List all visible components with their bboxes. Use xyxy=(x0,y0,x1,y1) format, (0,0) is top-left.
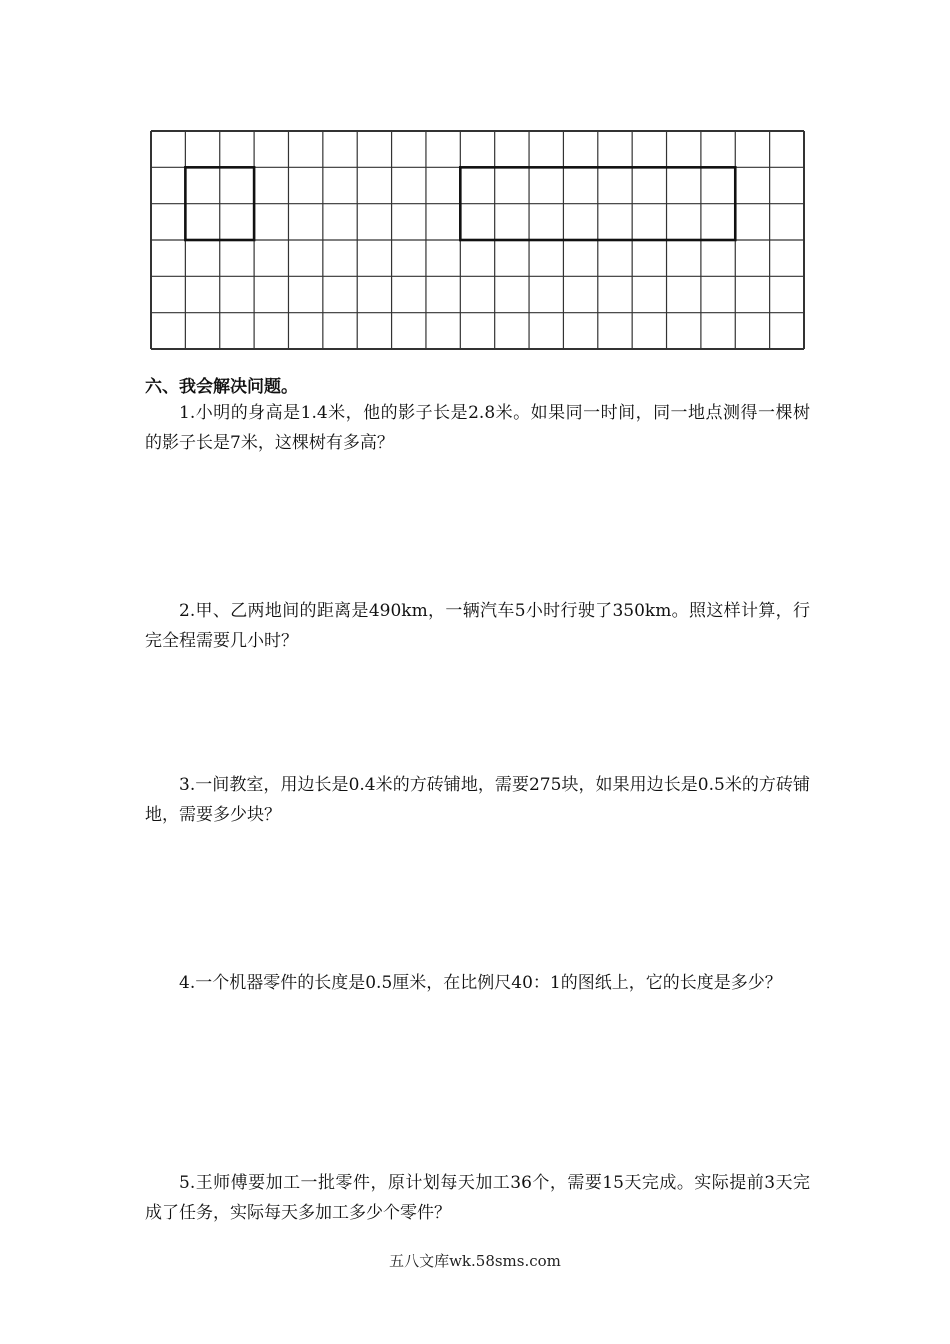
problem-3 xyxy=(145,770,810,830)
square-grid-figure xyxy=(150,130,805,350)
problem-3-text: 3.一间教室，用边长是0.4米的方砖铺地，需要275块，如果用边长是0.5米的方砖铺地，需要多少块？ xyxy=(145,775,810,825)
problem-4 xyxy=(145,968,810,998)
problem-2-text: 2.甲、乙两地间的距离是490km，一辆汽车5小时行驶了350km。照这样计算，行完全程需要几小时？ xyxy=(145,601,810,651)
grid-svg xyxy=(150,130,805,350)
footer-watermark: 五八文库wk.58sms.com xyxy=(389,1252,561,1270)
problem-2 xyxy=(145,596,810,656)
problem-1 xyxy=(145,398,810,458)
problem-1-text: 1.小明的身高是1.4米，他的影子长是2.8米。如果同一时间，同一地点测得一棵树的影子长是7米，这棵树有多高？ xyxy=(145,403,810,453)
problem-4-text: 4.一个机器零件的长度是0.5厘米，在比例尺40：1的图纸上，它的长度是多少？ xyxy=(179,973,782,993)
problem-5 xyxy=(145,1168,810,1228)
section-title: 六、我会解决问题。 xyxy=(145,377,298,397)
problem-5-text: 5.王师傅要加工一批零件，原计划每天加工36个，需要15天完成。实际提前3天完成了任务，实际每天多加工多少个零件？ xyxy=(145,1173,810,1223)
